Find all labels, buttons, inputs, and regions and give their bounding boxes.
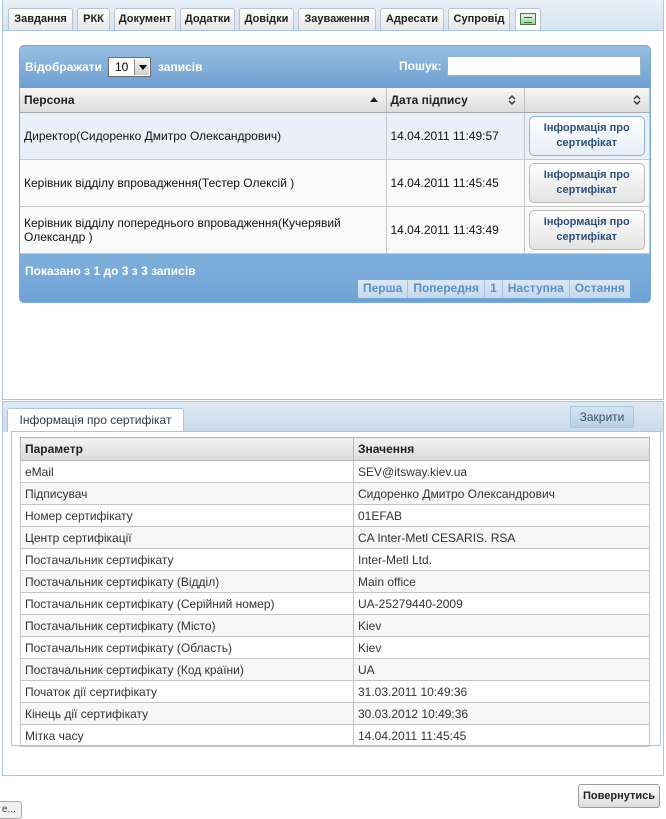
next-page-button[interactable]: Наступна <box>503 280 570 298</box>
tab-addressees[interactable]: Адресати <box>380 8 444 30</box>
cert-row <box>21 461 650 483</box>
param-cell: Підписувач <box>21 483 354 505</box>
table-row[interactable] <box>20 159 650 206</box>
signatures-table <box>20 88 650 254</box>
tab-bar <box>3 0 663 31</box>
first-page-button[interactable]: Перша <box>358 280 408 298</box>
sort-both-icon <box>633 95 641 105</box>
value-cell: Inter-Metl Ltd. <box>354 549 650 571</box>
column-person[interactable] <box>20 88 386 112</box>
chevron-down-icon <box>134 59 149 75</box>
tab-document[interactable]: Документ <box>114 8 176 30</box>
back-button[interactable]: Повернутись <box>578 784 660 808</box>
param-cell: Центр сертифікації <box>21 527 354 549</box>
page-number-button[interactable]: 1 <box>485 280 503 298</box>
value-cell: Kiev <box>354 615 650 637</box>
cert-frame <box>11 431 661 746</box>
tab-cert-info[interactable]: Інформація про сертифікат <box>7 408 184 432</box>
search-label: Пошук: <box>399 59 442 73</box>
cert-row <box>21 505 650 527</box>
date-cell: 14.04.2011 11:45:45 <box>386 159 524 206</box>
param-cell: Мітка часу <box>21 725 354 747</box>
pagination <box>358 280 630 298</box>
cert-row <box>21 549 650 571</box>
cert-info-button[interactable]: Інформація про сертифікат <box>529 116 645 156</box>
cert-row <box>21 637 650 659</box>
param-cell: Постачальник сертифікату (Місто) <box>21 615 354 637</box>
value-cell: UA-25279440-2009 <box>354 593 650 615</box>
param-cell: Постачальник сертифікату (Відділ) <box>21 571 354 593</box>
tab-references[interactable]: Довідки <box>239 8 294 30</box>
param-cell: Номер сертифікату <box>21 505 354 527</box>
person-cell: Директор(Сидоренко Дмитро Олександрович) <box>20 112 386 159</box>
cert-table <box>20 437 650 747</box>
cert-row <box>21 571 650 593</box>
table-icon <box>520 13 536 25</box>
column-sign-date-label: Дата підпису <box>390 92 468 107</box>
records-label: записів <box>158 60 203 74</box>
tab-attachments[interactable]: Додатки <box>180 8 235 30</box>
value-cell: 31.03.2011 10:49:36 <box>354 681 650 703</box>
param-cell: Постачальник сертифікату (Код країни) <box>21 659 354 681</box>
tab-rkk[interactable]: РКК <box>77 8 110 30</box>
cert-info-button[interactable]: Інформація про сертифікат <box>529 210 645 250</box>
param-cell: Постачальник сертифікату <box>21 549 354 571</box>
cert-row <box>21 593 650 615</box>
cert-row <box>21 681 650 703</box>
column-sign-date[interactable] <box>386 88 524 112</box>
grid-footer <box>20 254 650 304</box>
value-cell: Сидоренко Дмитро Олександрович <box>354 483 650 505</box>
cert-row <box>21 527 650 549</box>
date-cell: 14.04.2011 11:49:57 <box>386 112 524 159</box>
value-cell: CA Inter-Metl CESARIS. RSA <box>354 527 650 549</box>
action-cell <box>524 159 650 206</box>
cert-info-panel <box>2 401 664 776</box>
tab-remarks[interactable]: Зауваження <box>298 8 376 30</box>
value-cell: SEV@itsway.kiev.ua <box>354 461 650 483</box>
sort-both-icon <box>508 95 516 105</box>
action-cell <box>524 112 650 159</box>
cert-row <box>21 483 650 505</box>
column-value: Значення <box>354 438 650 461</box>
tab-signatures[interactable] <box>515 8 541 30</box>
cert-row <box>21 725 650 747</box>
close-button[interactable]: Закрити <box>570 406 634 428</box>
cert-row <box>21 703 650 725</box>
signatures-grid <box>19 45 651 303</box>
column-person-label: Персона <box>24 92 75 107</box>
table-row[interactable] <box>20 112 650 159</box>
value-cell: Kiev <box>354 637 650 659</box>
value-cell: UA <box>354 659 650 681</box>
cert-row <box>21 659 650 681</box>
column-actions[interactable] <box>524 88 650 112</box>
signatures-area <box>2 0 664 400</box>
tab-tasks[interactable]: Завдання <box>8 8 73 30</box>
param-cell: Постачальник сертифікату (Серійний номер) <box>21 593 354 615</box>
status-tooltip: e... <box>0 801 22 819</box>
value-cell: Main office <box>354 571 650 593</box>
date-cell: 14.04.2011 11:43:49 <box>386 206 524 253</box>
records-info: Показано з 1 до 3 з 3 записів <box>25 263 196 278</box>
person-cell: Керівник відділу попереднього впровадження(Кучерявий Олександр ) <box>20 206 386 253</box>
param-cell: Початок дії сертифікату <box>21 681 354 703</box>
panel-header <box>3 402 663 432</box>
cert-row <box>21 615 650 637</box>
value-cell: 30.03.2012 10:49:36 <box>354 703 650 725</box>
page-length-value: 10 <box>115 60 129 74</box>
last-page-button[interactable]: Остання <box>570 280 630 298</box>
column-parameter: Параметр <box>21 438 354 461</box>
grid-toolbar <box>20 46 650 88</box>
table-row[interactable] <box>20 206 650 253</box>
value-cell: 01EFAB <box>354 505 650 527</box>
sort-asc-icon <box>370 95 378 105</box>
previous-page-button[interactable]: Попередня <box>408 280 485 298</box>
param-cell: eMail <box>21 461 354 483</box>
param-cell: Постачальник сертифікату (Область) <box>21 637 354 659</box>
show-label: Відображати <box>25 60 102 74</box>
page-length-select[interactable] <box>108 57 151 77</box>
value-cell: 14.04.2011 11:45:45 <box>354 725 650 747</box>
search-input[interactable] <box>447 56 641 76</box>
tab-support[interactable]: Супровід <box>448 8 510 30</box>
cert-info-button[interactable]: Інформація про сертифікат <box>529 163 645 203</box>
action-cell <box>524 206 650 253</box>
param-cell: Кінець дії сертифікату <box>21 703 354 725</box>
person-cell: Керівник відділу впровадження(Тестер Олексій ) <box>20 159 386 206</box>
